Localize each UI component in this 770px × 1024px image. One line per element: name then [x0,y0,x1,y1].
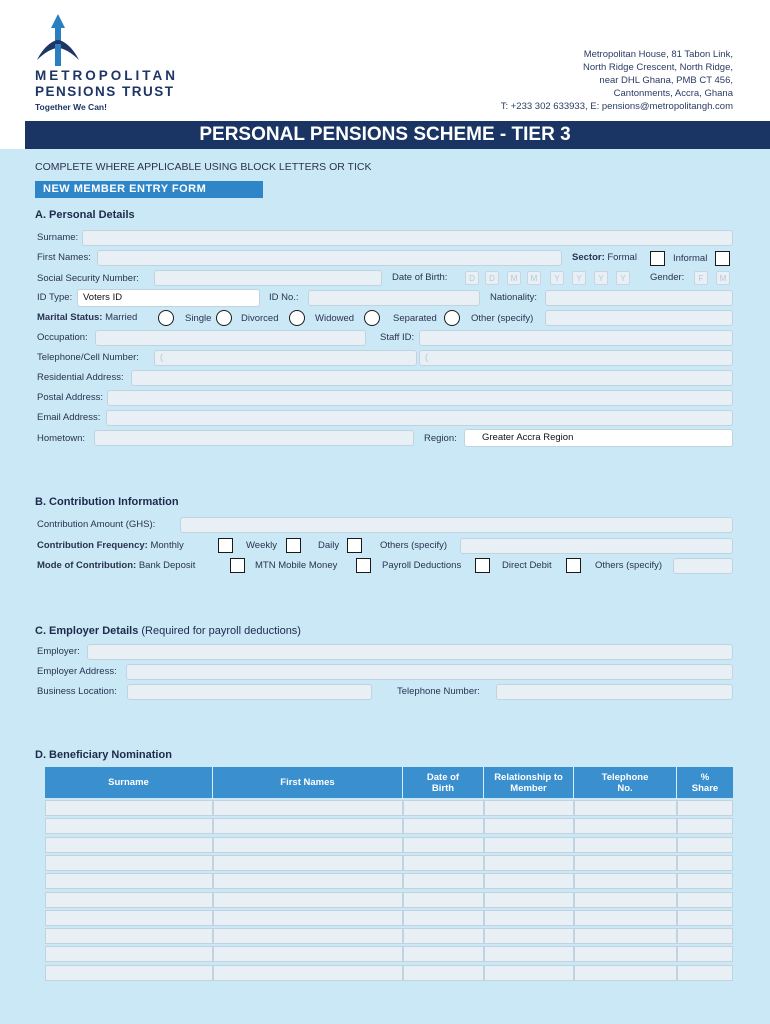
mode-others-label: Others (specify) [595,560,663,571]
nationality-input[interactable] [545,290,733,306]
beneficiary-first-names-cell[interactable] [213,818,403,834]
married-label: Married [105,312,138,323]
married-radio[interactable] [158,310,174,326]
beneficiary-telephone-cell[interactable] [574,928,677,944]
marital-status-label-text: Marital Status: [37,312,103,323]
beneficiary-share-cell[interactable] [677,855,733,871]
staff-id-input[interactable] [419,330,733,346]
employer-telephone-label: Telephone Number: [397,686,480,697]
dob-year-3[interactable]: Y [594,271,608,285]
mtn-mobile-money-checkbox[interactable] [356,558,371,573]
weekly-checkbox[interactable] [286,538,301,553]
beneficiary-telephone-cell[interactable] [574,873,677,889]
dob-day-1[interactable]: D [465,271,479,285]
col-relationship [484,767,574,798]
frequency-label [37,540,184,551]
beneficiary-surname-cell[interactable] [45,892,213,908]
col-share [677,767,733,798]
business-location-input[interactable] [127,684,372,700]
col-dob-line2: Birth [431,782,455,794]
nationality-label: Nationality: [490,292,537,303]
dob-year-1[interactable]: Y [550,271,564,285]
daily-checkbox[interactable] [347,538,362,553]
address-line: T: +233 302 633933, E: pensions@metropolitangh.com [500,101,733,112]
employer-heading-text: C. Employer Details [35,625,139,637]
residential-label: Residential Address: [37,372,124,383]
beneficiary-share-cell[interactable] [677,910,733,926]
beneficiary-relationship-cell[interactable] [484,910,574,926]
employer-label: Employer: [37,646,80,657]
beneficiary-relationship-cell[interactable] [484,800,574,816]
gender-label: Gender: [650,272,685,283]
beneficiary-relationship-cell[interactable] [484,892,574,908]
beneficiary-relationship-cell[interactable] [484,965,574,981]
col-share-line1: % [700,771,710,783]
id-no-label: ID No.: [269,292,299,303]
logo-line1: METROPOLITAN [35,68,178,83]
beneficiary-surname-cell[interactable] [45,873,213,889]
surname-input[interactable] [82,230,733,246]
sector-label-text: Sector: [572,252,605,263]
section-employer-heading [35,625,301,637]
hometown-input[interactable] [94,430,414,446]
beneficiary-first-names-cell[interactable] [213,965,403,981]
payroll-deductions-label: Payroll Deductions [382,560,462,571]
dob-month-2[interactable]: M [527,271,541,285]
employer-heading-note: (Required for payroll deductions) [141,625,301,637]
beneficiary-telephone-cell[interactable] [574,837,677,853]
col-first-names [213,767,403,798]
employer-input[interactable] [87,644,733,660]
bank-deposit-label: Bank Deposit [138,560,196,571]
region-label: Region: [424,433,457,444]
ssn-label: Social Security Number: [37,273,139,284]
formal-checkbox[interactable] [650,251,665,266]
divorced-radio[interactable] [289,310,305,326]
col-surname-label: Surname [108,777,149,788]
address-line: North Ridge Crescent, North Ridge, [583,62,733,73]
beneficiary-surname-cell[interactable] [45,800,213,816]
beneficiary-share-cell[interactable] [677,873,733,889]
col-relationship-line2: Member [510,782,547,794]
section-contribution-heading: B. Contribution Information [35,496,179,508]
mode-others-input[interactable] [673,558,733,574]
single-radio[interactable] [216,310,232,326]
divorced-label: Divorced [241,313,279,324]
col-telephone [574,767,677,798]
hometown-label: Hometown: [37,433,86,444]
beneficiary-telephone-cell[interactable] [574,946,677,962]
informal-checkbox[interactable] [715,251,730,266]
postal-label: Postal Address: [37,392,104,403]
id-no-input[interactable] [308,290,480,306]
widowed-radio[interactable] [364,310,380,326]
frequency-others-input[interactable] [460,538,733,554]
contribution-amount-label: Contribution Amount (GHS): [37,519,156,530]
beneficiary-share-cell[interactable] [677,892,733,908]
beneficiary-first-names-cell[interactable] [213,892,403,908]
company-address [501,48,733,113]
direct-debit-label: Direct Debit [502,560,552,571]
beneficiary-telephone-cell[interactable] [574,800,677,816]
beneficiary-relationship-cell[interactable] [484,818,574,834]
dob-label: Date of Birth: [392,272,448,283]
surname-label: Surname: [37,232,79,243]
title-bar-notch [0,121,25,149]
beneficiary-relationship-cell[interactable] [484,946,574,962]
email-label: Email Address: [37,412,101,423]
informal-label: Informal [673,253,708,264]
dob-day-2[interactable]: D [485,271,499,285]
address-line: Metropolitan House, 81 Tabon Link, [583,49,733,60]
beneficiary-telephone-cell[interactable] [574,892,677,908]
col-telephone-line2: No. [617,782,633,794]
occupation-input[interactable] [95,330,366,346]
beneficiary-date-of-birth-cell[interactable] [403,910,484,926]
beneficiary-surname-cell[interactable] [45,837,213,853]
frequency-label-text: Contribution Frequency: [37,540,148,551]
employer-address-input[interactable] [126,664,733,680]
business-location-label: Business Location: [37,686,117,697]
address-line: near DHL Ghana, PMB CT 456, [599,75,733,86]
beneficiary-date-of-birth-cell[interactable] [403,818,484,834]
separated-label: Separated [393,313,437,324]
beneficiary-surname-cell[interactable] [45,965,213,981]
beneficiary-telephone-cell[interactable] [574,965,677,981]
beneficiary-surname-cell[interactable] [45,928,213,944]
beneficiary-telephone-cell[interactable] [574,910,677,926]
postal-input[interactable] [107,390,733,406]
id-type-label: ID Type: [37,292,73,303]
gender-m-box[interactable]: M [716,271,730,285]
first-names-label: First Names: [37,252,91,263]
beneficiary-share-cell[interactable] [677,800,733,816]
section-personal-heading: A. Personal Details [35,209,135,221]
email-input[interactable] [106,410,733,426]
beneficiary-first-names-cell[interactable] [213,855,403,871]
beneficiary-surname-cell[interactable] [45,855,213,871]
marital-other-label: Other (specify) [471,313,534,324]
beneficiary-relationship-cell[interactable] [484,855,574,871]
logo-line2: PENSIONS TRUST [35,84,175,99]
beneficiary-date-of-birth-cell[interactable] [403,892,484,908]
col-first-names-label: First Names [280,777,335,788]
marital-other-input[interactable] [545,310,733,326]
beneficiary-first-names-cell[interactable] [213,910,403,926]
single-label: Single [185,313,212,324]
col-relationship-line1: Relationship to [494,771,563,783]
mode-label [37,560,195,571]
col-date-of-birth [403,767,484,798]
beneficiary-share-cell[interactable] [677,946,733,962]
gender-f-box[interactable]: F [694,271,708,285]
col-surname [45,767,213,798]
weekly-label: Weekly [246,540,277,551]
section-beneficiary-heading: D. Beneficiary Nomination [35,749,172,761]
separated-radio[interactable] [444,310,460,326]
beneficiary-telephone-cell[interactable] [574,855,677,871]
payroll-deductions-checkbox[interactable] [475,558,490,573]
frequency-others-label: Others (specify) [380,540,448,551]
monthly-checkbox[interactable] [218,538,233,553]
dob-year-2[interactable]: Y [572,271,586,285]
ssn-input[interactable] [154,270,382,286]
beneficiary-date-of-birth-cell[interactable] [403,855,484,871]
beneficiary-surname-cell[interactable] [45,946,213,962]
occupation-label: Occupation: [37,332,88,343]
form-title-bar [0,121,770,149]
beneficiary-surname-cell[interactable] [45,818,213,834]
id-type-select[interactable]: Voters ID [77,289,260,307]
beneficiary-first-names-cell[interactable] [213,928,403,944]
marital-status-label [37,312,137,323]
mtn-mobile-money-label: MTN Mobile Money [255,560,338,571]
beneficiary-surname-cell[interactable] [45,910,213,926]
beneficiary-date-of-birth-cell[interactable] [403,873,484,889]
widowed-label: Widowed [315,313,355,324]
tagline: Together We Can! [35,102,107,112]
bank-deposit-checkbox[interactable] [230,558,245,573]
telephone-label: Telephone/Cell Number: [37,352,139,363]
employer-address-label: Employer Address: [37,666,117,677]
beneficiary-relationship-cell[interactable] [484,837,574,853]
first-names-input[interactable] [97,250,562,266]
beneficiary-telephone-cell[interactable] [574,818,677,834]
col-dob-line1: Date of [426,771,460,783]
telephone-input-1[interactable]: ( [154,350,417,366]
beneficiary-relationship-cell[interactable] [484,873,574,889]
instruction-text: COMPLETE WHERE APPLICABLE USING BLOCK LETTERS OR TICK [35,161,372,173]
beneficiary-share-cell[interactable] [677,965,733,981]
beneficiary-first-names-cell[interactable] [213,946,403,962]
staff-id-label: Staff ID: [380,332,415,343]
beneficiary-first-names-cell[interactable] [213,837,403,853]
form-title: PERSONAL PENSIONS SCHEME - TIER 3 [199,124,571,145]
beneficiary-first-names-cell[interactable] [213,800,403,816]
beneficiary-date-of-birth-cell[interactable] [403,800,484,816]
beneficiary-date-of-birth-cell[interactable] [403,965,484,981]
beneficiary-first-names-cell[interactable] [213,873,403,889]
entry-form-banner: NEW MEMBER ENTRY FORM [35,181,263,198]
col-telephone-line1: Telephone [601,771,649,783]
logo-arrow-icon [37,14,79,66]
residential-input[interactable] [131,370,733,386]
sector-label [572,252,637,263]
contribution-amount-input[interactable] [180,517,733,533]
beneficiary-date-of-birth-cell[interactable] [403,946,484,962]
dob-year-4[interactable]: Y [616,271,630,285]
daily-label: Daily [318,540,340,551]
mode-label-text: Mode of Contribution: [37,560,137,571]
beneficiary-share-cell[interactable] [677,818,733,834]
direct-debit-checkbox[interactable] [566,558,581,573]
beneficiary-share-cell[interactable] [677,837,733,853]
beneficiary-date-of-birth-cell[interactable] [403,928,484,944]
beneficiary-share-cell[interactable] [677,928,733,944]
col-share-line2: Share [691,782,719,794]
region-select[interactable]: Greater Accra Region [464,429,733,447]
formal-label: Formal [607,252,637,263]
beneficiary-relationship-cell[interactable] [484,928,574,944]
address-line: Cantonments, Accra, Ghana [613,88,733,99]
beneficiary-date-of-birth-cell[interactable] [403,837,484,853]
dob-month-1[interactable]: M [507,271,521,285]
employer-telephone-input[interactable] [496,684,733,700]
monthly-label: Monthly [150,540,184,551]
telephone-input-2[interactable]: ( [419,350,733,366]
logo [35,14,195,114]
